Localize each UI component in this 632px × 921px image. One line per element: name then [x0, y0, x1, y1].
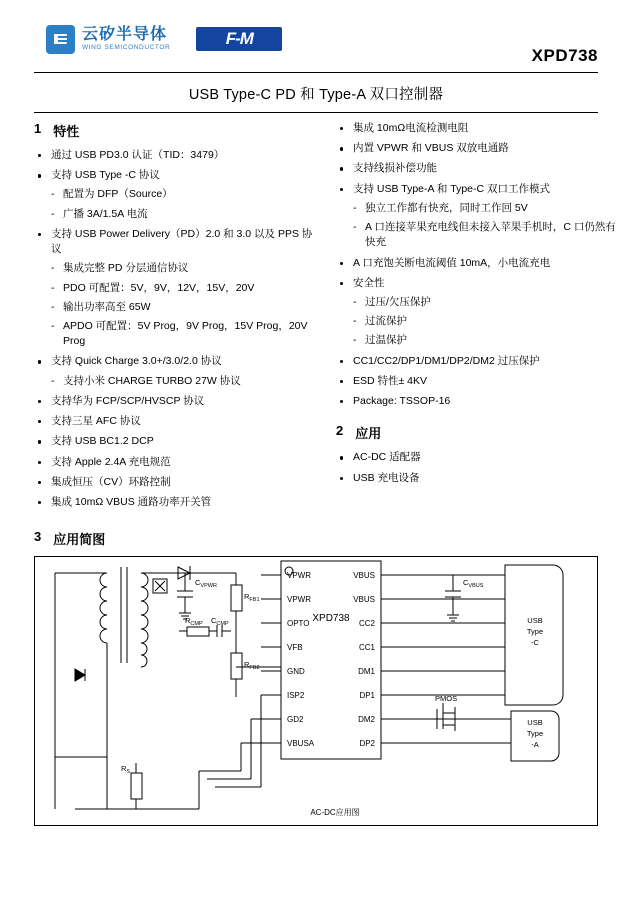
- feature-sublist: [51, 374, 316, 389]
- svg-text:VBUS: VBUS: [353, 571, 375, 581]
- svg-text:CCMP: $C_{CMP}$: [211, 616, 229, 628]
- feature-text: 安全性: [353, 276, 385, 289]
- list-item: - 输出功率高至 65W: [51, 300, 316, 315]
- content-columns: [34, 121, 616, 515]
- list-item: [336, 182, 618, 251]
- list-item: - 过流保护: [353, 314, 618, 329]
- features-number: 1: [34, 121, 42, 136]
- document-title: USB Type-C PD 和 Type-A 双口控制器: [188, 87, 444, 103]
- list-item: 支持线损补偿功能: [336, 161, 618, 176]
- svg-text:CC2: CC2: [358, 619, 375, 629]
- list-item: 支持 USB BC1.2 DCP: [34, 434, 316, 449]
- list-item: - APDO 可配置：5V Prog，9V Prog，15V Prog，20V Prog: [51, 319, 316, 349]
- list-item: 集成 10mΩ VBUS 通路功率开关管: [34, 495, 316, 510]
- svg-text:RS: $R_S$: [121, 764, 131, 776]
- list-item: 支持 Apple 2.4A 充电规范: [34, 455, 316, 470]
- applications-number: 2: [336, 423, 344, 439]
- app-diagram-title: 应用简图: [53, 532, 106, 548]
- right-column: [336, 121, 618, 515]
- list-item: [34, 354, 316, 388]
- svg-text:USB: USB: [527, 718, 543, 728]
- page-header: [34, 0, 598, 68]
- svg-text:DP1: DP1: [359, 691, 375, 701]
- feature-sublist: [353, 295, 618, 349]
- svg-text:VPWR: VPWR: [287, 595, 311, 605]
- features-heading: [34, 121, 316, 140]
- company-name-en: WING SEMICONDUCTOR: [82, 43, 171, 51]
- title-divider: [34, 112, 598, 113]
- feature-sublist: [51, 187, 316, 221]
- applications-title: 应用: [355, 426, 382, 442]
- svg-text:DM1: DM1: [358, 667, 375, 677]
- usb-a-connector-label: [527, 718, 543, 749]
- svg-text:VPWR: VPWR: [287, 571, 311, 581]
- usb-c-connector-label: [527, 616, 543, 647]
- svg-text:DP2: DP2: [359, 739, 375, 749]
- list-item: A 口充饱关断电流阈值 10mA，小电流充电: [336, 256, 618, 271]
- list-item: 支持三星 AFC 协议: [34, 414, 316, 429]
- svg-text:Type: Type: [526, 729, 544, 739]
- svg-text:RFB2: $R_{FB2}$: [244, 660, 260, 672]
- svg-text:-A: -A: [531, 740, 539, 750]
- application-diagram: [34, 556, 598, 826]
- svg-text:VFB: VFB: [287, 643, 303, 653]
- chip-label: XPD738: [312, 613, 350, 625]
- diagram-caption: AC-DC应用图: [310, 808, 360, 818]
- svg-text:-C: -C: [531, 638, 539, 648]
- applications-heading: [336, 423, 618, 442]
- list-item: CC1/CC2/DP1/DM1/DP2/DM2 过压保护: [336, 354, 618, 369]
- fm-logo-label: F-M: [225, 29, 253, 48]
- list-item: - A 口连接苹果充电线但未接入苹果手机时，C 口仍然有快充: [353, 220, 618, 250]
- list-item: - 配置为 DFP（Source）: [51, 187, 316, 202]
- list-item: 集成 10mΩ电流检测电阻: [336, 121, 618, 136]
- svg-text:CC1: CC1: [358, 643, 375, 653]
- svg-text:GND: GND: [287, 667, 305, 677]
- list-item: AC-DC 适配器: [336, 450, 618, 465]
- svg-text:CVPWR: $C_{VPWR}$: [195, 578, 217, 590]
- left-column: [34, 121, 316, 515]
- svg-text:RFB1: $R_{FB1}$: [244, 592, 260, 604]
- app-diagram-heading: [34, 529, 598, 548]
- feature-text: 支持 USB Type-A 和 Type-C 双口工作模式: [353, 182, 551, 195]
- list-item: - 过压/欠压保护: [353, 295, 618, 310]
- list-item: [34, 148, 316, 163]
- list-item: - PDO 可配置：5V，9V，12V，15V，20V: [51, 281, 316, 296]
- wing-logo-icon: [46, 25, 75, 54]
- list-item: Package: TSSOP-16: [336, 394, 618, 409]
- list-item: - 广播 3A/1.5A 电流: [51, 207, 316, 222]
- app-diagram-number: 3: [34, 529, 42, 545]
- svg-text:Type: Type: [526, 627, 544, 637]
- svg-text:VBUS: VBUS: [353, 595, 375, 605]
- applications-list: [336, 450, 618, 485]
- list-item: 内置 VPWR 和 VBUS 双放电通路: [336, 141, 618, 156]
- list-item: ESD 特性± 4KV: [336, 374, 618, 389]
- list-item: [34, 168, 316, 222]
- company-logo: [46, 25, 170, 54]
- features-list-left: [34, 148, 316, 510]
- features-list-right: [336, 121, 618, 409]
- list-item: [34, 227, 316, 350]
- svg-text:CVBUS: $C_{VBUS}$: [463, 578, 484, 590]
- svg-text:ISP2: ISP2: [287, 691, 305, 701]
- feature-sublist: [51, 261, 316, 349]
- svg-text:USB: USB: [527, 616, 543, 626]
- svg-text:GD2: GD2: [287, 715, 304, 725]
- list-item: [336, 276, 618, 349]
- svg-text:VBUSA: VBUSA: [287, 739, 315, 749]
- svg-text:PMOS: PMOS: [435, 694, 458, 704]
- features-title: 特性: [53, 124, 80, 139]
- feature-text: 支持 USB Power Delivery（PD）2.0 和 3.0 以及 PPS 协议: [51, 227, 313, 256]
- list-item: USB 充电设备: [336, 471, 618, 486]
- list-item: - 独立工作都有快充，同时工作回 5V: [353, 201, 618, 216]
- fm-logo-icon: [196, 27, 282, 51]
- svg-text:RCMP: $R_{CMP}$: [185, 616, 203, 628]
- feature-text: 支持 Quick Charge 3.0+/3.0/2.0 协议: [51, 355, 222, 368]
- svg-text:OPTO: OPTO: [287, 619, 310, 629]
- feature-sublist: [353, 201, 618, 251]
- company-name-cn: 云矽半导体: [82, 25, 168, 43]
- list-item: - 支持小米 CHARGE TURBO 27W 协议: [51, 374, 316, 389]
- list-item: 集成恒压（CV）环路控制: [34, 475, 316, 490]
- list-item: - 过温保护: [353, 333, 618, 348]
- feature-text: 通过 USB PD3.0 认证（TID：3479）: [51, 149, 225, 161]
- feature-text: 支持 USB Type -C 协议: [51, 169, 160, 182]
- app-circuit-svg: [35, 557, 597, 823]
- list-item: - 集成完整 PD 分层通信协议: [51, 261, 316, 276]
- part-number: XPD738: [531, 46, 598, 65]
- list-item: 支持华为 FCP/SCP/HVSCP 协议: [34, 394, 316, 409]
- svg-text:DM2: DM2: [358, 715, 375, 725]
